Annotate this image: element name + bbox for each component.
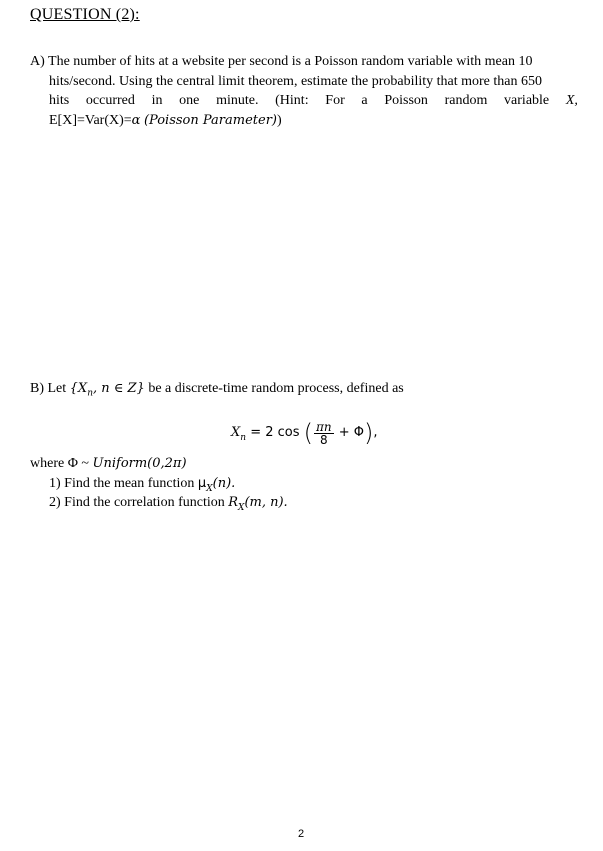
set-rest: , n ∈ Z} (92, 381, 145, 396)
process-set (69, 381, 145, 399)
process-equation (231, 419, 378, 447)
part-a-line-3 (30, 91, 578, 111)
r-argument: (m, n). (244, 495, 288, 510)
task-2-text: 2) Find the correlation function (49, 495, 229, 510)
line-3-word: (Hint: (275, 93, 309, 108)
fraction-denominator: 8 (320, 432, 328, 447)
part-a-line-3-text (49, 91, 578, 111)
part-b-label: B) Let (30, 381, 67, 396)
line-3-word: minute. (216, 93, 259, 108)
eq-plus-phi: + Φ (334, 425, 365, 441)
eq-equals: = 2 cos (246, 425, 304, 441)
eq-end: , (373, 425, 378, 441)
line-3-word: occurred (85, 93, 135, 108)
alpha-symbol: α (131, 112, 141, 128)
fraction-numerator: πn (316, 419, 332, 434)
part-b-intro (30, 381, 404, 399)
hint-expectation: E[X]=Var(X)= (49, 112, 132, 128)
fraction (314, 421, 334, 446)
line-3-word: Poisson (384, 93, 428, 108)
part-a-line-1: A) The number of hits at a website per second is a Poisson random variable with mean 10 (30, 54, 533, 69)
line-3-word: variable (504, 93, 550, 108)
mu-argument: (n). (212, 476, 236, 491)
line-3-word: hits (49, 93, 70, 108)
task-item-2 (49, 495, 288, 513)
uniform-distribution: Uniform(0,2π) (92, 456, 187, 471)
eq-lhs: X (231, 425, 241, 441)
r-subscript: X (238, 502, 245, 513)
part-a-line-4 (30, 111, 578, 131)
line-3-word: a (361, 93, 368, 108)
mu-subscript: X (206, 483, 213, 494)
line-3-word: random (444, 93, 488, 108)
set-open: {X (69, 381, 88, 396)
close-paren: ) (364, 419, 374, 447)
line-3-word: one (179, 93, 200, 108)
set-subscript: n (87, 388, 93, 399)
line-3-word: in (151, 93, 163, 108)
task-item-1 (49, 476, 235, 494)
part-b-intro-tail: be a discrete-time random process, defined as (148, 381, 404, 396)
task-1-text: 1) Find the mean function (49, 476, 198, 491)
r-symbol: R (228, 495, 239, 510)
part-a-line-2: hits/second. Using the central limit theorem, estimate the probability that more than 650 (49, 73, 542, 89)
page-number: 2 (298, 828, 305, 840)
where-clause (30, 456, 187, 472)
question-title: QUESTION (2): (30, 6, 140, 23)
mu-symbol: μ (197, 476, 207, 491)
part-a-paragraph (30, 52, 578, 130)
hint-close: ) (277, 112, 282, 128)
line-3-word: X, (565, 93, 578, 108)
open-paren: ( (303, 419, 314, 447)
line-3-word: For (325, 93, 345, 108)
poisson-parameter-label: (Poisson Parameter) (143, 112, 277, 128)
where-prefix: where Φ ~ (30, 456, 93, 471)
eq-lhs-subscript: n (240, 433, 247, 444)
